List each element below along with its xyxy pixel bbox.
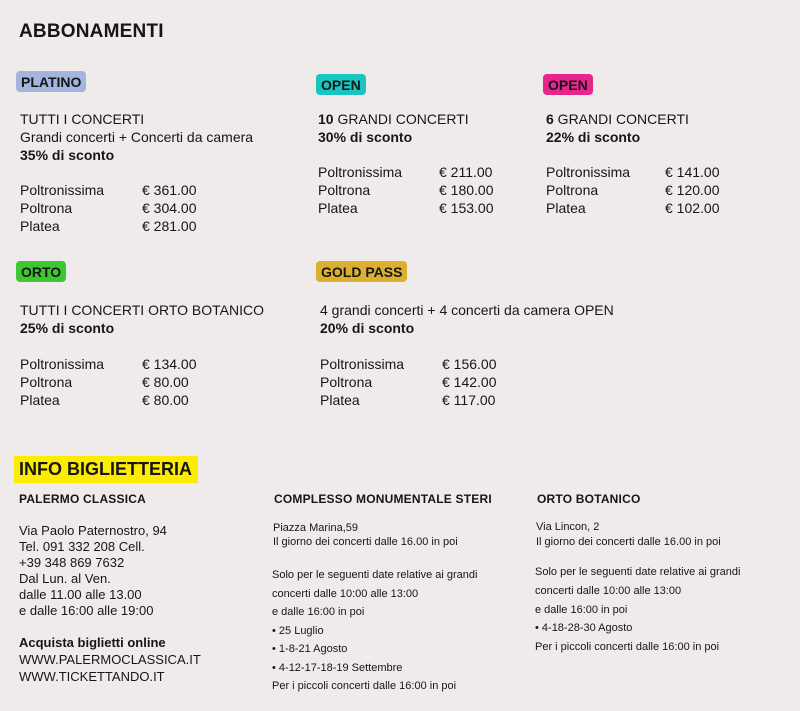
orto-details (20, 301, 264, 337)
price-row (20, 181, 197, 199)
open1-label: GRANDI CONCERTI (333, 111, 469, 127)
hours-line: dalle 11.00 alle 13.00 (19, 587, 142, 602)
price-row (320, 355, 497, 373)
orto-section (16, 261, 66, 282)
link-tickettando[interactable]: WWW.TICKETTANDO.IT (19, 669, 165, 684)
open2-price-list (546, 163, 720, 217)
seat-label: Poltrona (546, 182, 599, 198)
orto-address (536, 520, 721, 550)
steri-heading: COMPLESSO MONUMENTALE STERI (274, 492, 492, 506)
info-title: INFO BIGLIETTERIA (14, 456, 198, 483)
platino-tag: PLATINO (16, 71, 86, 92)
address-line: Via Paolo Paternostro, 94 (19, 523, 167, 538)
price-row (546, 163, 720, 181)
seat-label: Platea (20, 392, 60, 408)
price-value: € 80.00 (142, 374, 189, 390)
price-value: € 117.00 (442, 392, 496, 408)
platino-details (20, 110, 253, 164)
price-value: € 80.00 (142, 392, 189, 408)
mobile-line: +39 348 869 7632 (19, 555, 125, 570)
seat-label: Poltronissima (20, 182, 105, 198)
page-title: ABBONAMENTI (19, 21, 164, 42)
seat-label: Poltronissima (20, 356, 105, 372)
open1-discount: 30% di sconto (318, 129, 413, 145)
online-links (19, 634, 201, 685)
link-palermoclassica[interactable]: WWW.PALERMOCLASSICA.IT (19, 652, 201, 667)
palermo-address (19, 523, 167, 619)
price-row (20, 391, 197, 409)
orto-tag: ORTO (16, 261, 66, 282)
price-row (320, 373, 497, 391)
gold-price-list (320, 355, 497, 409)
price-row (318, 199, 494, 217)
price-value: € 180.00 (439, 182, 494, 198)
gold-line1: 4 grandi concerti + 4 concerti da camera OPEN (320, 302, 614, 318)
price-row (320, 391, 497, 409)
seat-label: Poltrona (20, 200, 73, 216)
info-section (14, 456, 198, 483)
open1-line1 (318, 110, 469, 128)
hours-line: Dal Lun. al Ven. (19, 571, 111, 586)
seat-label: Poltronissima (318, 164, 403, 180)
price-value: € 361.00 (142, 182, 197, 198)
steri-line: Il giorno dei concerti dalle 16.00 in poi (273, 536, 458, 548)
price-row (546, 199, 720, 217)
gold-pass-tag: GOLD PASS (316, 261, 407, 282)
steri-line: e dalle 16:00 in poi (272, 606, 365, 618)
steri-date: • 25 Luglio (272, 624, 324, 637)
seat-label: Poltronissima (546, 164, 631, 180)
seat-label: Poltrona (20, 374, 73, 390)
online-label: Acquista biglietti online (19, 635, 166, 650)
price-row (20, 199, 197, 217)
open-tag-2: OPEN (543, 74, 593, 95)
steri-line: Solo per le seguenti date relative ai grandi (272, 569, 478, 581)
price-row (318, 163, 494, 181)
price-value: € 281.00 (142, 218, 197, 234)
open-section-2 (543, 74, 593, 95)
orto-schedule (535, 563, 740, 657)
orto-line: e dalle 16:00 in poi (535, 603, 628, 616)
phone-line: Tel. 091 332 208 Cell. (19, 539, 145, 554)
open-tag-1: OPEN (316, 74, 366, 95)
steri-line: Piazza Marina,59 (273, 522, 358, 534)
palermo-heading: PALERMO CLASSICA (19, 492, 146, 506)
price-row (546, 181, 720, 199)
price-value: € 134.00 (142, 356, 197, 372)
platino-line2: Grandi concerti + Concerti da camera (20, 129, 254, 145)
open2-discount: 22% di sconto (546, 129, 641, 145)
platino-line1: TUTTI I CONCERTI (20, 111, 145, 127)
platino-section (16, 71, 86, 92)
hours-line: e dalle 16:00 alle 19:00 (19, 603, 154, 618)
platino-discount: 35% di sconto (20, 147, 115, 163)
steri-schedule (272, 566, 477, 696)
price-value: € 153.00 (439, 200, 494, 216)
seat-label: Platea (320, 392, 360, 408)
price-row (20, 355, 197, 373)
gold-pass-section (316, 261, 407, 282)
open1-count: 10 (318, 111, 334, 127)
open1-price-list (318, 163, 494, 217)
seat-label: Poltrona (318, 182, 371, 198)
open-section-1 (316, 74, 366, 95)
orto-line: Il giorno dei concerti dalle 16.00 in poi (536, 536, 721, 548)
price-value: € 211.00 (439, 164, 493, 180)
orto-botanico-heading: ORTO BOTANICO (537, 492, 641, 506)
steri-date: • 4-12-17-18-19 Settembre (272, 661, 403, 674)
orto-line: Solo per le seguenti date relative ai grandi (535, 566, 741, 578)
price-value: € 142.00 (442, 374, 497, 390)
price-value: € 141.00 (665, 164, 720, 180)
price-value: € 304.00 (142, 200, 197, 216)
seat-label: Poltrona (320, 374, 373, 390)
steri-date: • 1-8-21 Agosto (272, 643, 348, 655)
open2-details (546, 110, 689, 146)
seat-label: Platea (546, 200, 586, 216)
orto-line: Via Lincon, 2 (536, 521, 600, 533)
open2-label: GRANDI CONCERTI (553, 111, 689, 127)
price-value: € 120.00 (665, 182, 720, 198)
steri-line: concerti dalle 10:00 alle 13:00 (272, 587, 419, 600)
orto-price-list (20, 355, 197, 409)
seat-label: Platea (318, 200, 358, 216)
seat-label: Platea (20, 218, 60, 234)
orto-line: Per i piccoli concerti dalle 16:00 in poi (535, 641, 720, 654)
orto-line: concerti dalle 10:00 alle 13:00 (535, 584, 682, 597)
open2-count: 6 (546, 111, 554, 127)
open1-details (318, 110, 469, 146)
gold-details (320, 301, 614, 337)
price-row (20, 373, 197, 391)
open2-line1 (546, 110, 689, 128)
price-value: € 102.00 (665, 200, 720, 216)
price-value: € 156.00 (442, 356, 497, 372)
price-row (318, 181, 494, 199)
steri-address (273, 521, 458, 549)
orto-discount: 25% di sconto (20, 320, 115, 336)
orto-date: • 4-18-28-30 Agosto (535, 622, 633, 635)
gold-discount: 20% di sconto (320, 320, 415, 336)
price-row (20, 217, 197, 235)
orto-line1: TUTTI I CONCERTI ORTO BOTANICO (20, 302, 264, 318)
steri-line: Per i piccoli concerti dalle 16:00 in poi (272, 680, 457, 692)
platino-price-list (20, 181, 197, 235)
seat-label: Poltronissima (320, 356, 405, 372)
